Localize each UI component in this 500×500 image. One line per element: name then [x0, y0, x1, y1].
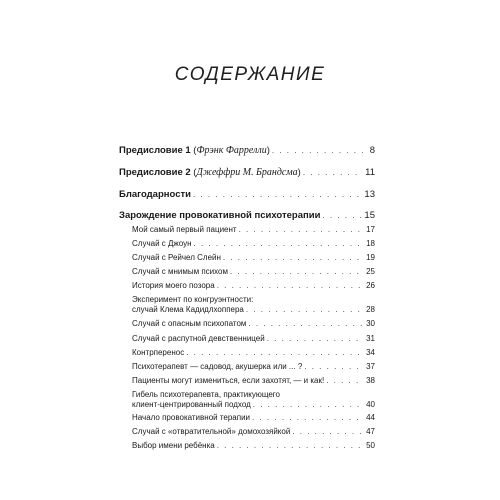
dot-leader: [303, 167, 363, 179]
toc-entry-label: Предисловие 2 (Джеффри М. Брандсма): [119, 167, 301, 178]
toc-entry: [132, 252, 375, 264]
toc-entry-label: Благодарности: [119, 189, 191, 200]
toc-entry-label: Контрперенос: [132, 348, 185, 357]
toc-entry: [132, 426, 375, 438]
toc-entry-label-line-1: Гибель психотерапевта, практикующего: [132, 390, 280, 399]
toc-entry: [132, 333, 375, 345]
dot-leader: [292, 426, 364, 438]
dot-leader: [217, 440, 364, 452]
dot-leader: [217, 280, 364, 292]
toc-entry: [132, 266, 375, 278]
toc-entry-label: Случай с «отвратительной» домохозяйкой: [132, 427, 291, 436]
page-number: 34: [366, 348, 375, 357]
page-number: 40: [366, 400, 375, 409]
toc-entry-label: Зарождение провокативной психотерапии: [119, 210, 321, 221]
page-number: 13: [364, 189, 375, 200]
toc-entry: [132, 295, 375, 315]
toc-entry: [132, 440, 375, 452]
dot-leader: [267, 333, 364, 345]
dot-leader: [186, 347, 364, 359]
dot-leader: [223, 252, 364, 264]
toc-entry-label: Случай с распутной девственницей: [132, 334, 265, 343]
dot-leader: [248, 318, 364, 330]
toc-entry-label: Выбор имени ребёнка: [132, 441, 215, 450]
toc-entry: [132, 375, 375, 387]
toc-entry-chapter-1: [119, 210, 375, 222]
toc-entry: [132, 361, 375, 373]
toc-entry-acknowledgements: [119, 189, 375, 201]
page-number: 47: [366, 427, 375, 436]
toc-entry-label: История моего позора: [132, 281, 215, 290]
toc-entry-label: Предисловие 1 (Фрэнк Фаррелли): [119, 145, 270, 156]
dot-leader: [194, 238, 365, 250]
dot-leader: [246, 305, 364, 315]
toc-entry: [132, 238, 375, 250]
page-number: 31: [366, 334, 375, 343]
toc-entry-label-line-2: клиент-центрированный подход: [132, 400, 251, 409]
page-number: 25: [366, 267, 375, 276]
toc-entry-label: Психотерапевт — садовод, акушерка или ... ?: [132, 362, 303, 371]
toc-entry-label: Мой самый первый пациент: [132, 225, 237, 234]
dot-leader: [326, 375, 364, 387]
page-number: 17: [366, 225, 375, 234]
toc-entry-label: Начало провокативной терапии: [132, 413, 251, 422]
page-number: 30: [366, 319, 375, 328]
toc-entry: [132, 347, 375, 359]
dot-leader: [252, 412, 364, 424]
page-number: 11: [365, 167, 375, 178]
toc-entry: [132, 224, 375, 236]
dot-leader: [193, 189, 362, 201]
toc-entry-label: Случай с мнимым психом: [132, 267, 228, 276]
toc-entry: [132, 280, 375, 292]
page-number: 37: [366, 362, 375, 371]
toc-entry-label: Случай с Рейчел Слейн: [132, 253, 221, 262]
page-number: 15: [364, 210, 375, 221]
toc-entry-label-line-1: Эксперимент по конгруэнтности:: [132, 295, 254, 304]
dot-leader: [272, 145, 368, 157]
dot-leader: [230, 266, 364, 278]
page-number: 8: [369, 145, 375, 156]
page-number: 19: [366, 253, 375, 262]
toc-entry-foreword-2: [119, 167, 375, 179]
toc-entry-foreword-1: [119, 145, 375, 157]
page-number: 28: [366, 305, 375, 314]
page-number: 44: [366, 413, 375, 422]
toc-entry-label: Случай с Джоун: [132, 239, 192, 248]
page-title: СОДЕРЖАНИЕ: [174, 64, 326, 85]
toc-entry: [132, 390, 375, 410]
dot-leader: [322, 210, 362, 222]
toc-entry: [132, 318, 375, 330]
toc-entry: [132, 412, 375, 424]
page-number: 18: [366, 239, 375, 248]
dot-leader: [239, 224, 365, 236]
dot-leader: [253, 400, 364, 410]
toc-entry-label: Пациенты могут измениться, если захотят, — и как!: [132, 376, 325, 385]
toc-entry-label: Случай с опасным психопатом: [132, 319, 247, 328]
dot-leader: [304, 361, 364, 373]
page-number: 26: [366, 281, 375, 290]
page-number: 38: [366, 376, 375, 385]
toc-entry-label-line-2: случай Клема Кадидлхоппера: [132, 305, 244, 314]
page-number: 50: [366, 441, 375, 450]
